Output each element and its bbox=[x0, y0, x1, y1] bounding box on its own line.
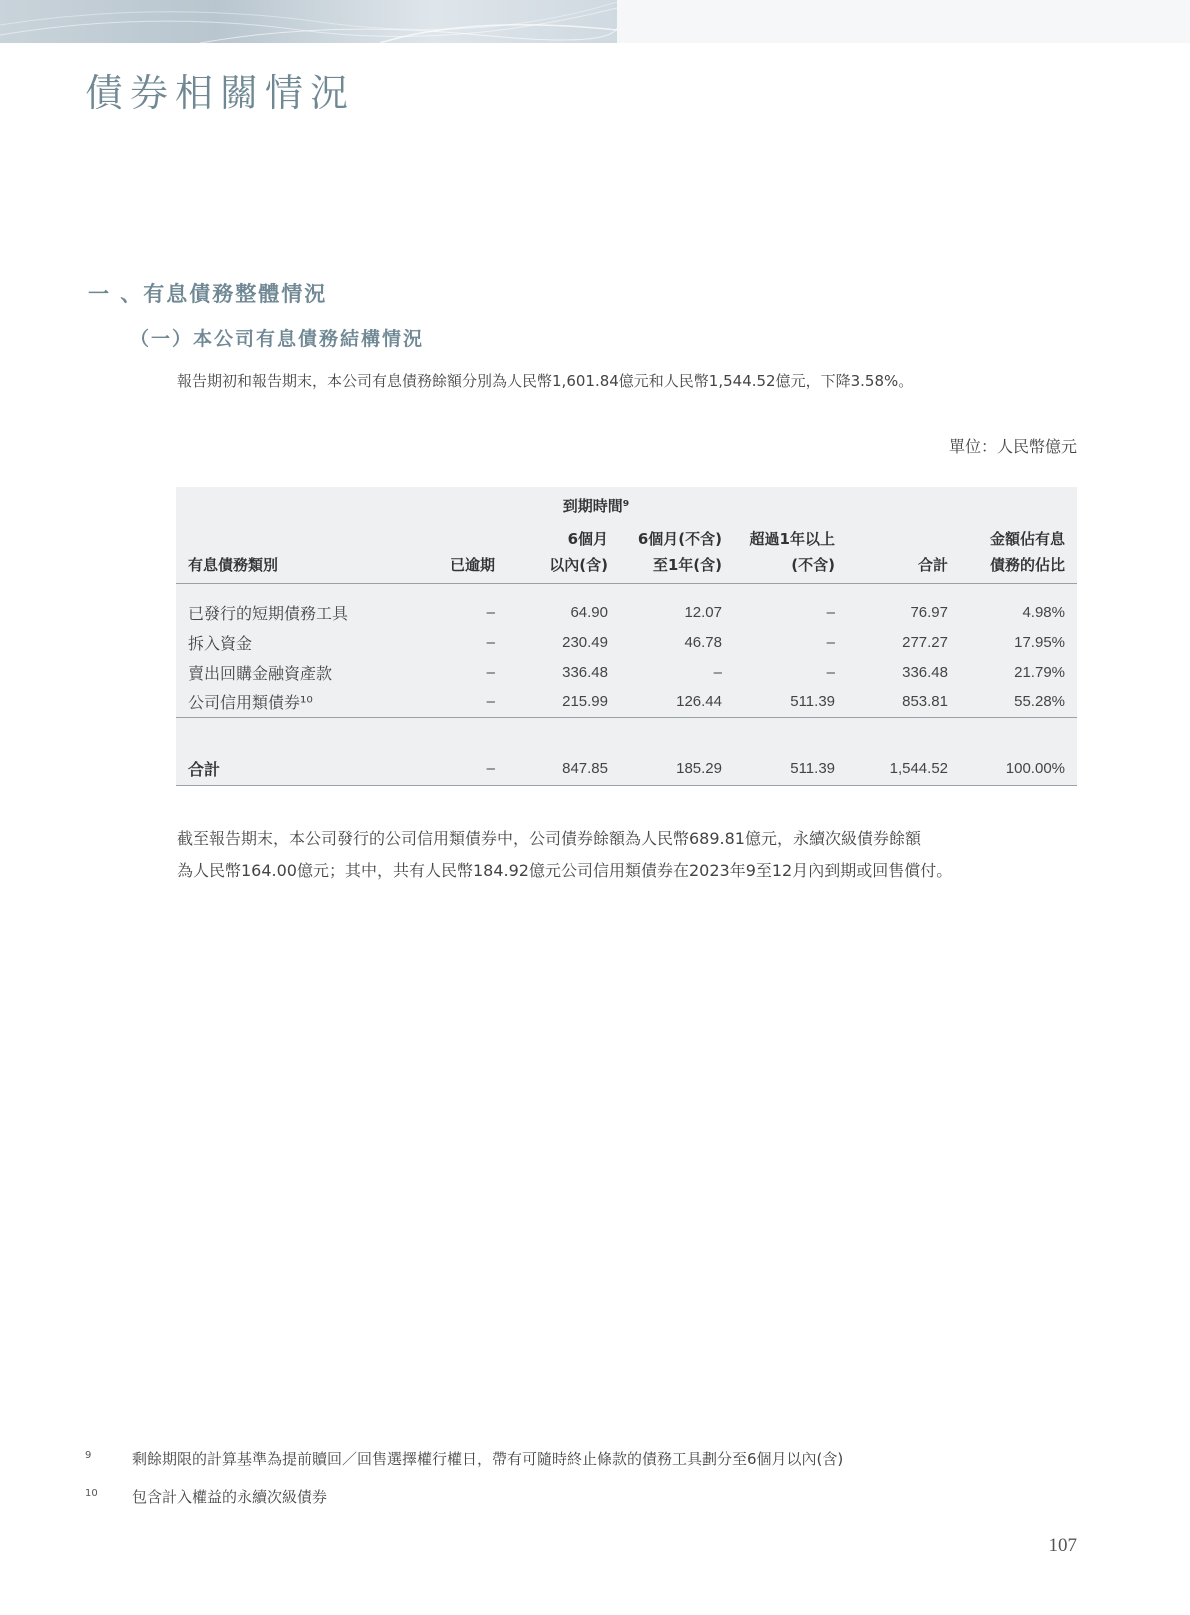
cell-pct: 17.95% bbox=[1014, 633, 1065, 651]
col-pct-line2: 債務的佔比 bbox=[989, 556, 1065, 574]
section-heading: 一 、有息債務整體情況 bbox=[88, 282, 328, 306]
col-over1y-line2: (不含) bbox=[791, 556, 835, 574]
col-pct-line1: 金額佔有息 bbox=[989, 529, 1065, 548]
maturity-group-header: 到期時間⁹ bbox=[562, 496, 630, 515]
closing-line-1: 截至報告期末，本公司發行的公司信用類債券中，公司債券餘額為人民幣689.81億元，永續次級債券餘額 bbox=[177, 829, 921, 848]
header-banner bbox=[0, 0, 617, 43]
row-category: 公司信用類債券¹⁰ bbox=[188, 693, 313, 713]
col-total: 合計 bbox=[917, 556, 948, 574]
cell-6m-1y: – bbox=[713, 663, 722, 681]
total-6m-1y: 185.29 bbox=[676, 760, 722, 778]
total-pct: 100.00% bbox=[1005, 760, 1065, 778]
cell-total: 853.81 bbox=[902, 693, 948, 711]
row-category: 已發行的短期債務工具 bbox=[188, 603, 349, 623]
cell-6m-1y: 126.44 bbox=[676, 693, 722, 711]
cell-within6: 336.48 bbox=[562, 663, 608, 681]
banner-wave-graphic bbox=[0, 0, 617, 43]
debt-structure-table bbox=[176, 487, 1077, 786]
table-row bbox=[176, 627, 1077, 657]
cell-within6: 64.90 bbox=[570, 603, 608, 621]
total-overdue: – bbox=[486, 760, 495, 778]
table-total-row bbox=[176, 753, 1077, 785]
page-number: 107 bbox=[1048, 1535, 1077, 1556]
cell-overdue: – bbox=[486, 693, 495, 711]
cell-pct: 21.79% bbox=[1014, 663, 1065, 681]
cell-within6: 215.99 bbox=[562, 693, 608, 711]
cell-6m-1y: 12.07 bbox=[684, 603, 722, 621]
cell-over1y: – bbox=[826, 603, 835, 621]
page-title: 債券相關情況 bbox=[85, 71, 356, 115]
col-within6-line2: 以內(含) bbox=[549, 556, 608, 574]
footnote-number: 9 bbox=[85, 1450, 92, 1461]
footnote-text: 剩餘期限的計算基準為提前贖回／回售選擇權行權日，帶有可隨時終止條款的債務工具劃分至6個月以內(含) bbox=[132, 1450, 844, 1468]
table-row bbox=[176, 597, 1077, 627]
total-label: 合計 bbox=[188, 760, 221, 780]
header-band bbox=[617, 0, 1190, 43]
subsection-heading: （一）本公司有息債務結構情況 bbox=[130, 328, 425, 350]
total-within6: 847.85 bbox=[562, 760, 608, 778]
cell-total: 336.48 bbox=[902, 663, 948, 681]
row-category: 拆入資金 bbox=[188, 633, 253, 653]
cell-pct: 55.28% bbox=[1014, 693, 1065, 711]
cell-6m-1y: 46.78 bbox=[684, 633, 722, 651]
cell-total: 277.27 bbox=[902, 633, 948, 651]
table-row bbox=[176, 687, 1077, 717]
footnote-number: 10 bbox=[85, 1488, 98, 1499]
cell-pct: 4.98% bbox=[1022, 603, 1065, 621]
table-row bbox=[176, 657, 1077, 687]
cell-within6: 230.49 bbox=[562, 633, 608, 651]
closing-paragraph bbox=[177, 823, 1082, 887]
col-category: 有息債務類別 bbox=[188, 556, 279, 574]
col-6m-1y-line1: 6個月(不含) bbox=[637, 529, 722, 548]
col-within6-line1: 6個月 bbox=[567, 529, 608, 548]
col-over1y-line1: 超過1年以上 bbox=[749, 529, 835, 548]
row-category: 賣出回購金融資產款 bbox=[188, 663, 333, 683]
cell-over1y: 511.39 bbox=[790, 693, 835, 711]
cell-over1y: – bbox=[826, 633, 835, 651]
cell-over1y: – bbox=[826, 663, 835, 681]
total-over1y: 511.39 bbox=[790, 760, 835, 778]
unit-label: 單位：人民幣億元 bbox=[948, 437, 1077, 456]
cell-total: 76.97 bbox=[910, 603, 948, 621]
intro-paragraph: 報告期初和報告期末，本公司有息債務餘額分別為人民幣1,601.84億元和人民幣1,544.52億元，下降3.58%。 bbox=[177, 372, 914, 390]
col-6m-1y-line2: 至1年(含) bbox=[652, 556, 722, 574]
cell-overdue: – bbox=[486, 603, 495, 621]
cell-overdue: – bbox=[486, 633, 495, 651]
col-overdue: 已逾期 bbox=[449, 556, 495, 574]
footnote-text: 包含計入權益的永續次級債券 bbox=[132, 1488, 328, 1506]
total-total: 1,544.52 bbox=[889, 760, 948, 778]
cell-overdue: – bbox=[486, 663, 495, 681]
closing-line-2: 為人民幣164.00億元；其中，共有人民幣184.92億元公司信用類債券在2023年9至12月內到期或回售償付。 bbox=[177, 861, 953, 880]
